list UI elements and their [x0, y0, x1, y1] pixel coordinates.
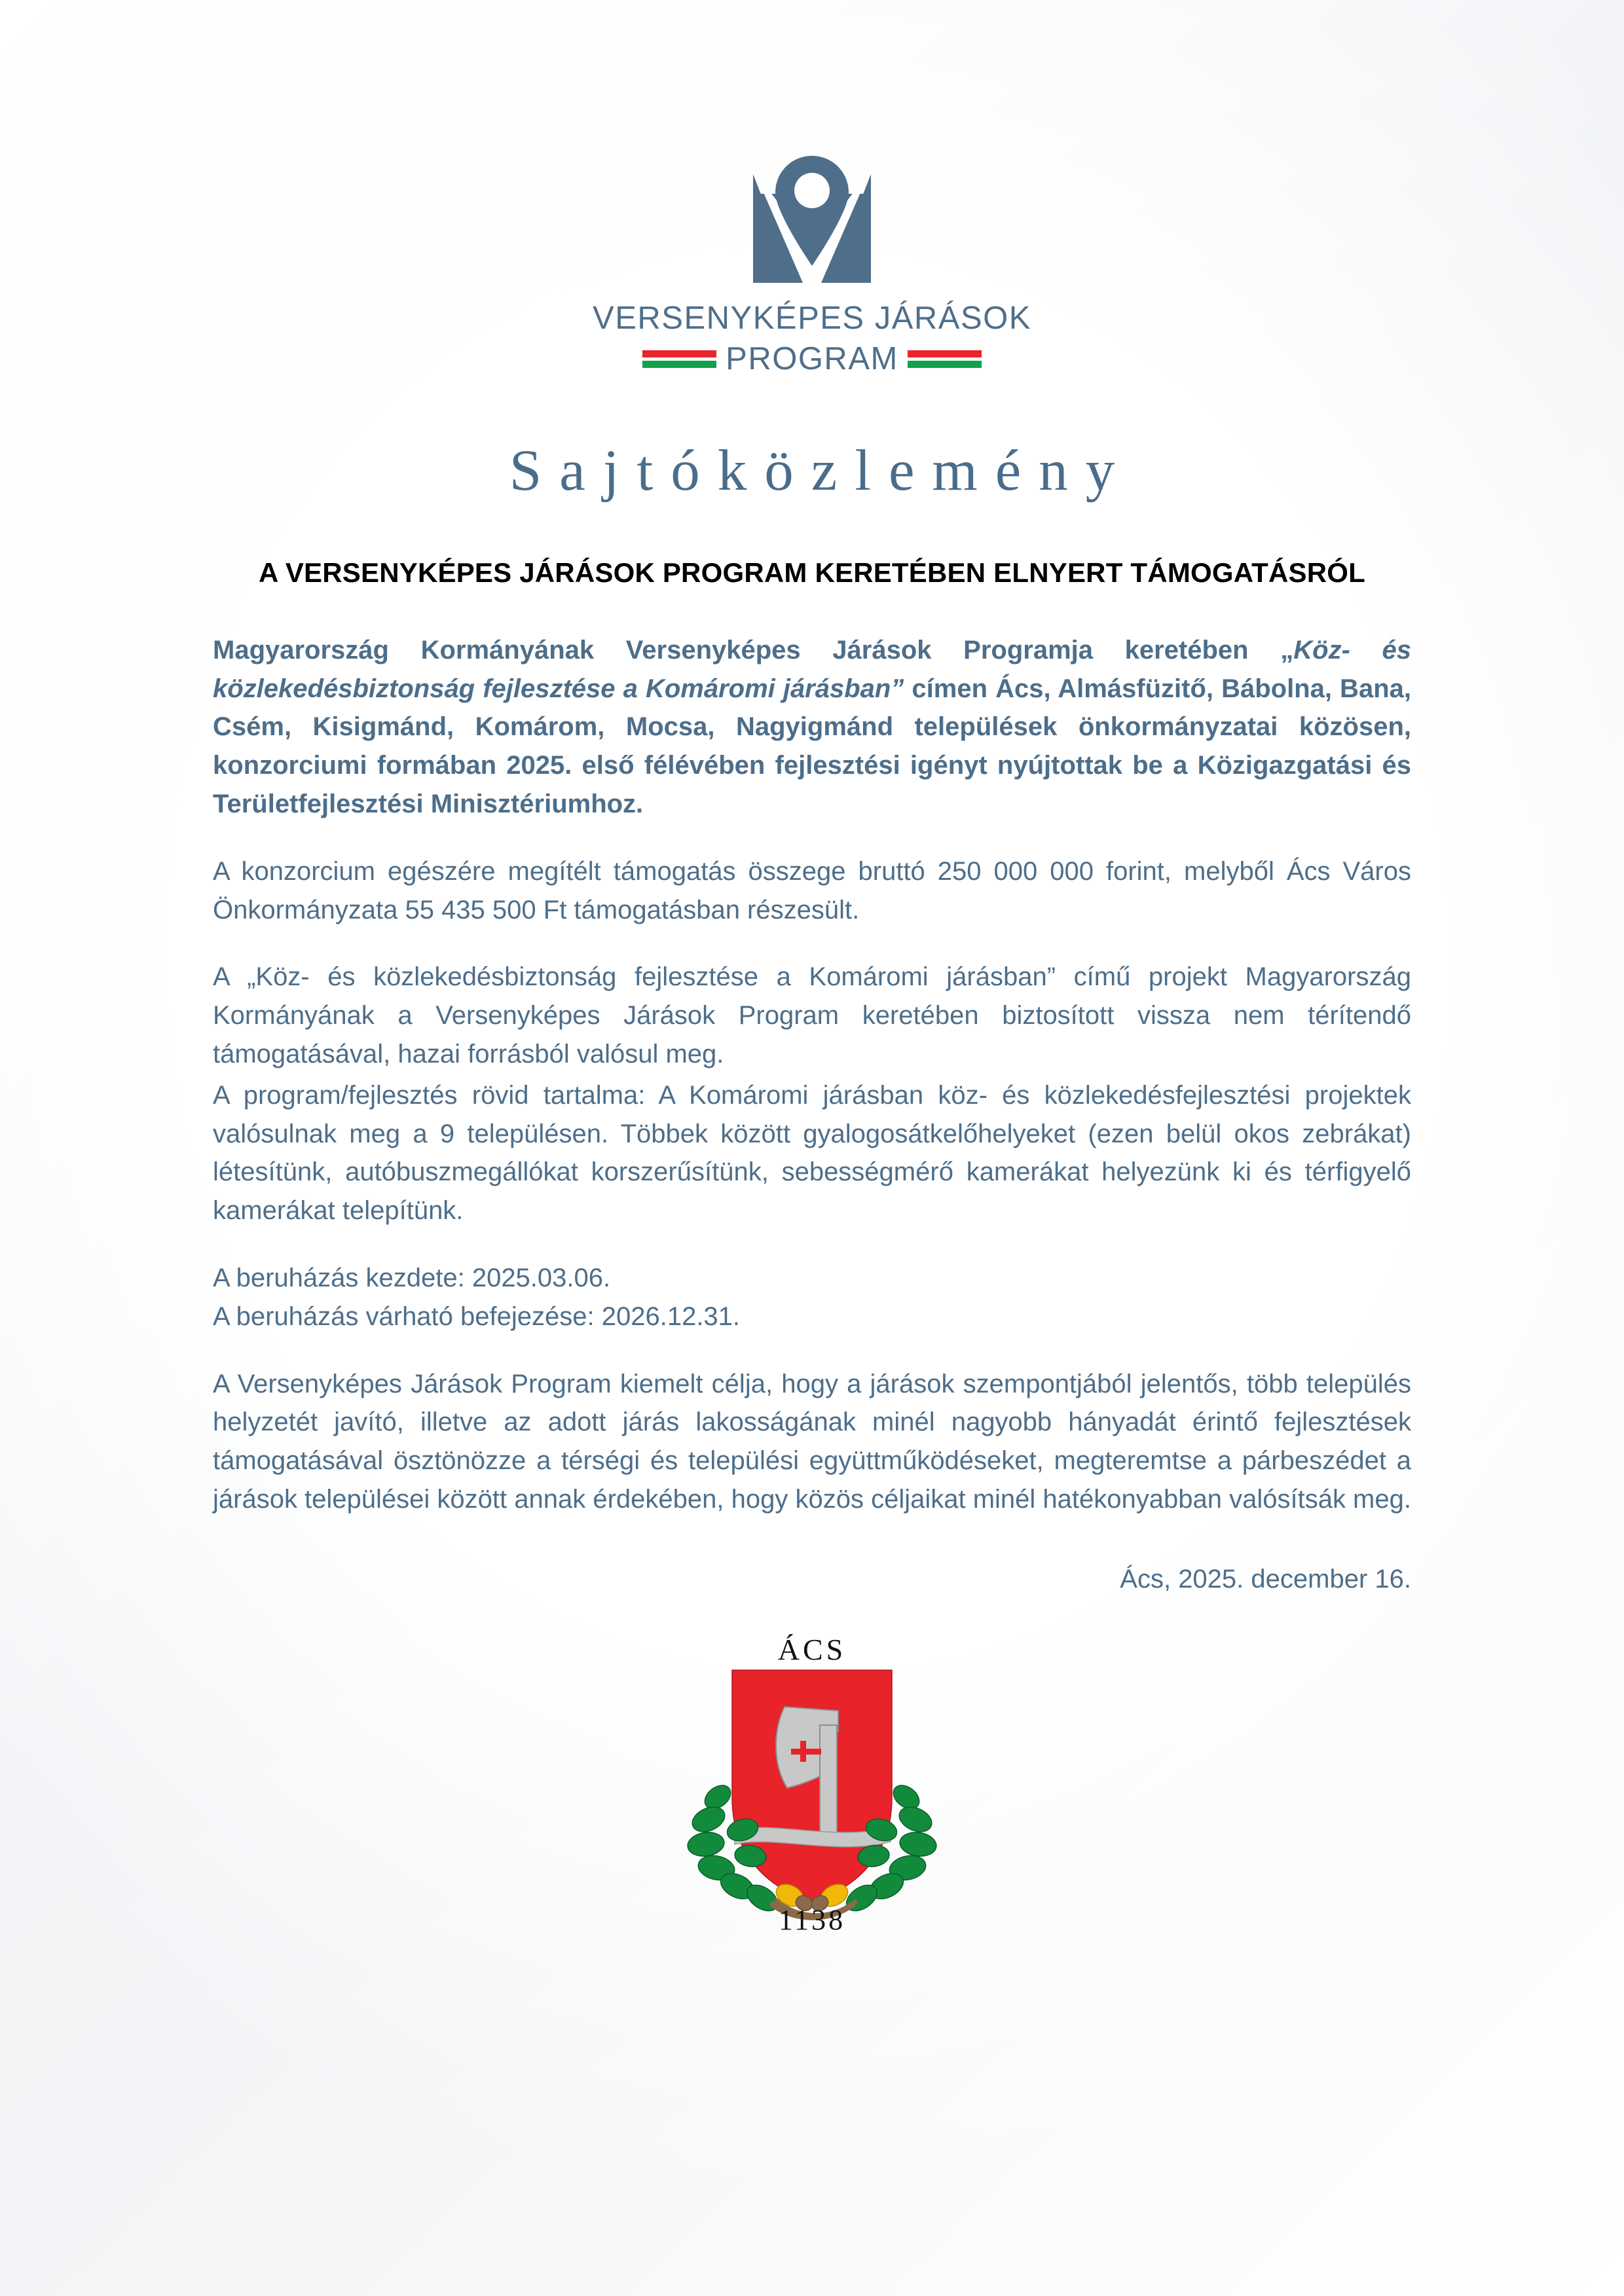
signoff-line: Ács, 2025. december 16.: [1120, 1564, 1411, 1594]
investment-dates: [213, 1259, 1411, 1336]
logo-program-label: PROGRAM: [726, 341, 898, 376]
page-title: Sajtóközlemény: [509, 439, 1133, 503]
start-date-line: A beruházás kezdete: 2025.03.06.: [213, 1263, 611, 1292]
hungarian-flag-right-icon: [908, 350, 982, 368]
person-map-pin-icon: [737, 155, 887, 283]
shield-icon: [732, 1670, 892, 1903]
acs-coat-of-arms: [213, 1633, 1411, 1941]
logo-line-1: VERSENYKÉPES JÁRÁSOK: [593, 301, 1031, 336]
end-date-line: A beruházás várható befejezése: 2026.12.31.: [213, 1302, 741, 1331]
logo-wordmark: [593, 300, 1031, 377]
axe-handle-icon: [820, 1725, 837, 1843]
document-body: [213, 631, 1411, 1519]
coat-of-arms-icon: [674, 1633, 950, 1941]
project-paragraph: A „Köz- és közlekedésbiztonság fejlesztése a Komáromi járásban” című projekt Magyarország Kormányának a Versenyképes Járások Program keretében biztosított vissza nem térítendő támogatásával, hazai forrásból valósul meg.: [213, 962, 1411, 1068]
page-subtitle: A VERSENYKÉPES JÁRÁSOK PROGRAM KERETÉBEN ELNYERT TÁMOGATÁSRÓL: [258, 557, 1366, 588]
goal-paragraph: A Versenyképes Járások Program kiemelt célja, hogy a járások szempontjából jelentős, több település helyzetét javító, illetve az adott járás lakosságának minél nagyobb hányadát érintő fejlesztések támogatásával ösztönözze a térségi és települési együttműködéseket, megteremtse a párbeszédet a járások települései között annak érdekében, hogy közös céljaikat minél hatékonyabban valósítsák meg.: [213, 1369, 1411, 1514]
funding-paragraph: A konzorcium egészére megítélt támogatás összege bruttó 250 000 000 forint, melyből Ács Város Önkormányzata 55 435 500 Ft támogatásban részesült.: [213, 856, 1411, 924]
lead-text-part-1: Magyarország Kormányának Versenyképes Járások Programja keretében „: [213, 635, 1294, 665]
project-title-italic: Köz- és közlekedésbiztonság fejlesztése a Komáromi járásban”: [213, 635, 1412, 703]
logo-line-2: [642, 340, 982, 377]
crest-year-label: 1138: [778, 1903, 846, 1936]
program-logo: [213, 0, 1411, 377]
content-paragraph: A program/fejlesztés rövid tartalma: A Komáromi járásban köz- és közlekedésfejlesztési projektek valósulnak meg a 9 településen. Többek között gyalogosátkelőhelyeket (ezen belül okos zebrákat) létesítünk, autóbuszmegállókat korszerűsítünk, sebességmérő kamerákat helyezünk ki és térfigyelő kamerákat telepítünk.: [213, 1080, 1411, 1226]
lead-paragraph: [213, 631, 1411, 824]
lead-text-part-2: címen Ács, Almásfüzitő, Bábolna, Bana, Csém, Kisigmánd, Komárom, Mocsa, Nagyigmánd települések önkormányzatai közösen, konzorciumi formában 2025. első félévében fejlesztési igényt nyújtottak be a Közigazgatási és Területfejlesztési Minisztériumhoz.: [213, 674, 1411, 818]
hungarian-flag-left-icon: [642, 350, 716, 368]
crest-name-label: ÁCS: [777, 1633, 847, 1666]
